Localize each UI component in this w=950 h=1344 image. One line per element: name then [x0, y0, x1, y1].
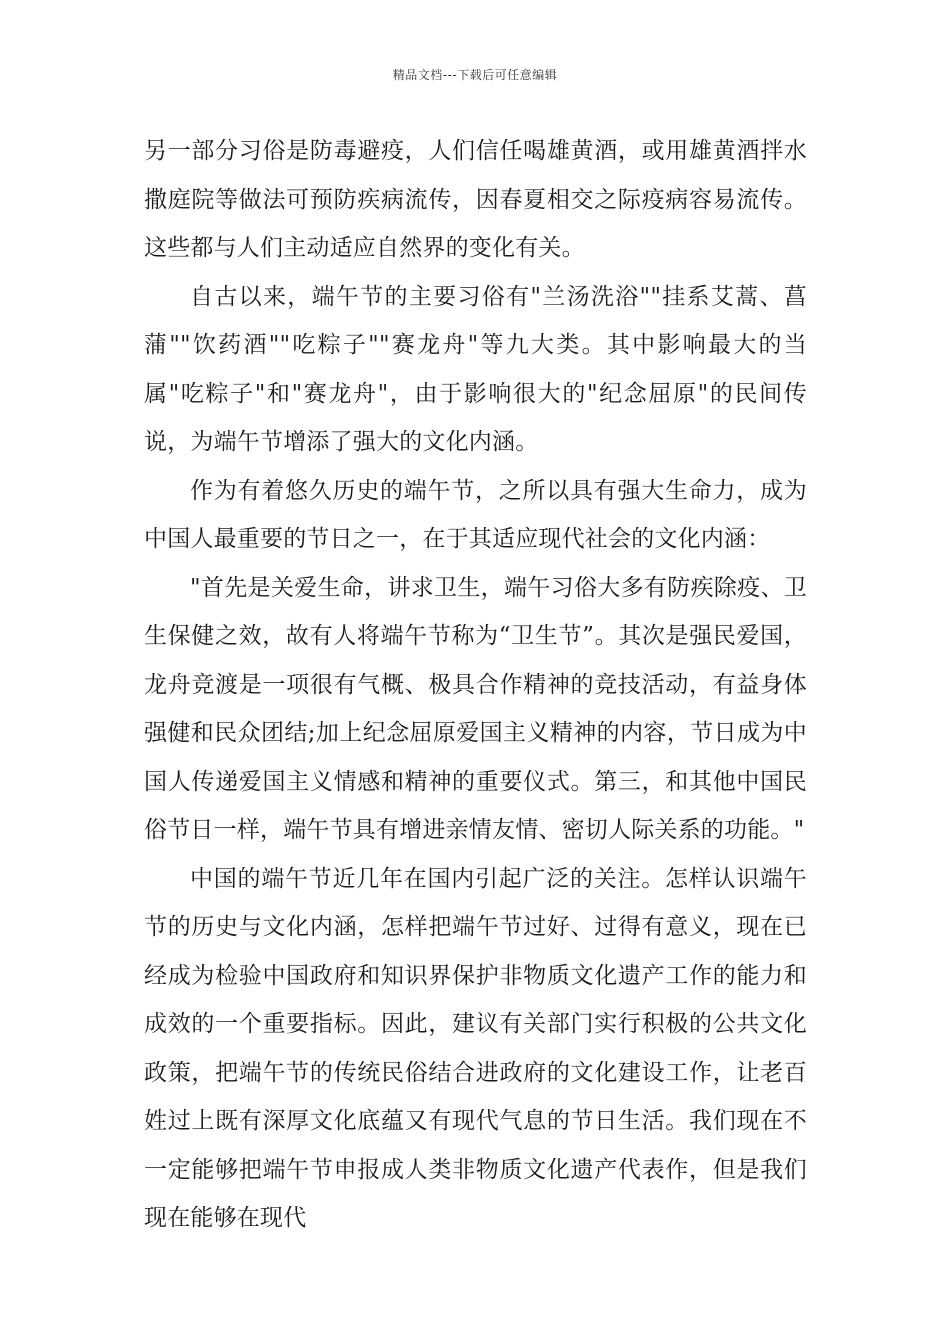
document-body: [144, 127, 807, 1243]
page-header: 精品文档---下载后可任意编辑: [392, 68, 558, 82]
paragraph-3: 作为有着悠久历史的端午节，之所以具有强大生命力，成为中国人最重要的节日之一，在于其适应现代社会的文化内涵：: [144, 477, 807, 552]
paragraph-5: 中国的端午节近几年在国内引起广泛的关注。怎样认识端午节的历史与文化内涵，怎样把端午节过好、过得有意义，现在已经成为检验中国政府和知识界保护非物质文化遗产工作的能力和成效的一个重要指标。因此，建议有关部门实行积极的公共文化政策，把端午节的传统民俗结合进政府的文化建设工作，让老百姓过上既有深厚文化底蕴又有现代气息的节日生活。我们现在不一定能够把端午节申报成人类非物质文化遗产代表作，但是我们现在能够在现代: [144, 865, 807, 1231]
paragraph-2: 自古以来，端午节的主要习俗有"兰汤洗浴""挂系艾蒿、菖蒲""饮药酒""吃粽子""赛龙舟"等九大类。其中影响最大的当属"吃粽子"和"赛龙舟"，由于影响很大的"纪念屈原"的民间传说，为端午节增添了强大的文化内涵。: [144, 283, 807, 455]
paragraph-1: 另一部分习俗是防毒避疫，人们信任喝雄黄酒，或用雄黄酒拌水撒庭院等做法可预防疾病流传，因春夏相交之际疫病容易流传。这些都与人们主动适应自然界的变化有关。: [144, 138, 807, 261]
paragraph-4: "首先是关爱生命，讲求卫生，端午习俗大多有防疾除疫、卫生保健之效，故有人将端午节称为“卫生节”。其次是强民爱国，龙舟竞渡是一项很有气概、极具合作精神的竞技活动，有益身体强健和民众团结;加上纪念屈原爱国主义精神的内容，节日成为中国人传递爱国主义情感和精神的重要仪式。第三，和其他中国民俗节日一样，端午节具有增进亲情友情、密切人际关系的功能。": [144, 574, 807, 843]
